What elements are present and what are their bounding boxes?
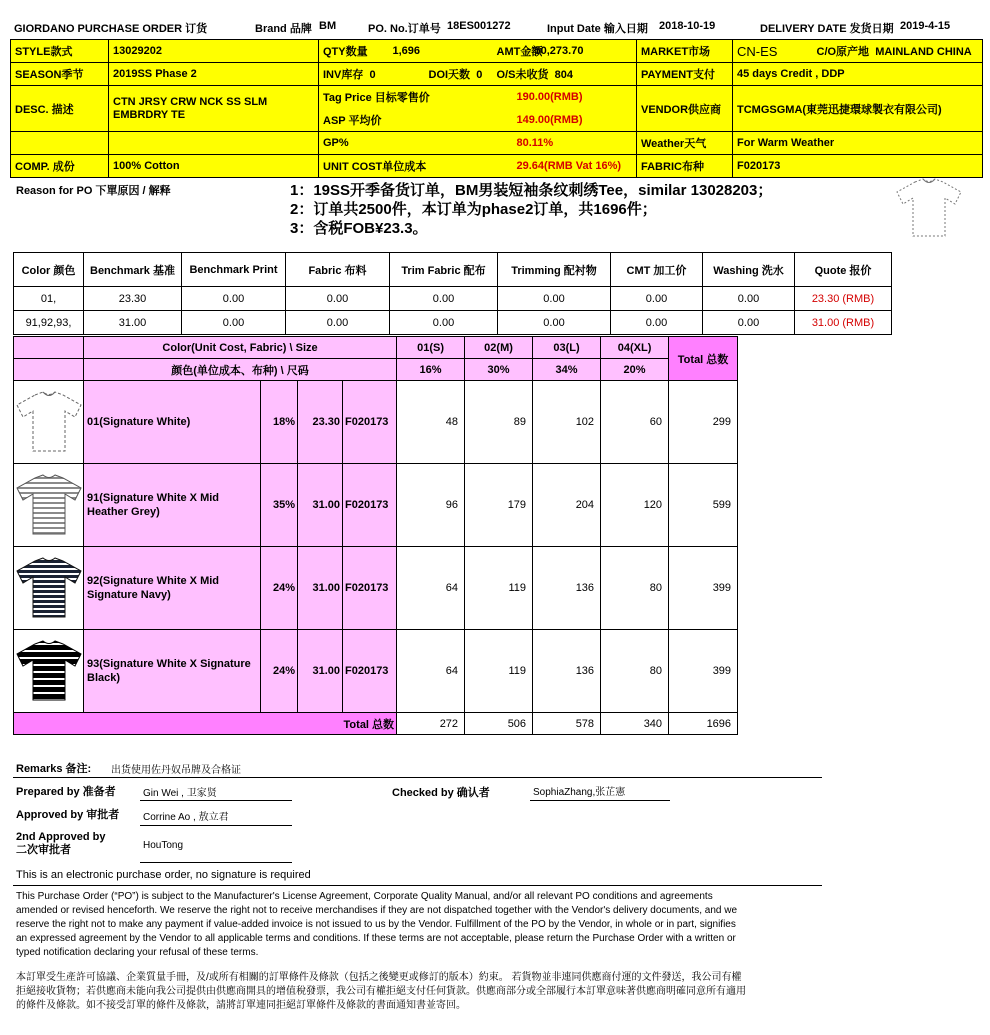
origin-label: C/O原产地: [816, 46, 870, 58]
cost-fabric: 0.00: [286, 287, 390, 311]
doi-cell: [389, 63, 493, 86]
weather-value: For Warm Weather: [733, 132, 983, 155]
tshirt-black-stripe-image: [14, 630, 84, 713]
market-label: MARKET市场: [637, 40, 733, 63]
qty-m: 119: [465, 630, 533, 713]
terms-line: amended or revised henceforth. We reserve the right not to receive merchandises if they are not dispatched together with the Vendor's delivery documents, and we: [16, 905, 738, 916]
reason-line-3: 3：含税FOB¥23.3。: [290, 220, 428, 237]
comp-label: COMP. 成份: [11, 155, 109, 178]
size-pct-s: 16%: [397, 359, 465, 381]
color-pct: 35%: [261, 464, 298, 547]
blank-value-cell: [109, 132, 319, 155]
cost-breakdown-table: [13, 252, 892, 335]
image-header-cell: [14, 337, 84, 359]
season-value: 2019SS Phase 2: [109, 63, 319, 86]
electronic-notice: This is an electronic purchase order, no signature is required: [16, 869, 311, 881]
cost-header-quote: Quote 报价: [795, 253, 892, 287]
fabric-label: FABRIC布种: [637, 155, 733, 178]
second-approved-label-cn: 二次审批者: [16, 844, 71, 856]
table-row: [14, 547, 738, 630]
qty-value: 1,696: [389, 40, 493, 63]
delivery-date-value: 2019-4-15: [900, 20, 951, 32]
cost-cmt: 0.00: [611, 287, 703, 311]
cost-header-benchmark: Benchmark 基准: [84, 253, 182, 287]
terms-english: [16, 890, 836, 960]
style-label: STYLE款式: [11, 40, 109, 63]
size-pct-l: 34%: [533, 359, 601, 381]
color-name: 01(Signature White): [84, 381, 261, 464]
cost-header-trim-fabric: Trim Fabric 配布: [390, 253, 498, 287]
cost-header-fabric: Fabric 布料: [286, 253, 390, 287]
input-date-value: 2018-10-19: [659, 20, 716, 32]
cost-color: 91,92,93,: [14, 311, 84, 335]
asp-value: 149.00(RMB): [493, 109, 637, 132]
cost-benchmark-print: 0.00: [182, 287, 286, 311]
brand-value: BM: [319, 20, 337, 32]
po-header: [14, 20, 974, 38]
grand-total-l: 578: [533, 713, 601, 735]
cost-quote: 31.00 (RMB): [795, 311, 892, 335]
remarks-label: Remarks 备注:: [16, 763, 92, 775]
approved-by-label: Approved by 审批者: [16, 809, 120, 821]
amt-label: AMT金额: [493, 40, 531, 63]
grand-total-xl: 340: [601, 713, 669, 735]
desc-line-2: EMBRDRY TE: [113, 108, 186, 121]
reason-text: [290, 181, 772, 238]
qty-xl: 80: [601, 630, 669, 713]
qty-l: 204: [533, 464, 601, 547]
terms-line: 本訂單受生產許可協議、企業質量手冊，及/或所有相關的訂單條件及條款（包括之後變更或修訂的版本）約束。 若貨物並非連同供應商付運的文件發送，我公司有權: [16, 972, 742, 983]
grand-total-m: 506: [465, 713, 533, 735]
tshirt-white-image: [14, 381, 84, 464]
color-unit-cost: 23.30: [298, 381, 343, 464]
qty-total: 399: [669, 547, 738, 630]
cost-header-row: [14, 253, 892, 287]
color-unit-cost: 31.00: [298, 630, 343, 713]
color-fabric: F020173: [343, 464, 397, 547]
unit-cost-label: UNIT COST单位成本: [319, 155, 493, 178]
desc-value: [109, 86, 319, 132]
color-fabric: F020173: [343, 381, 397, 464]
cost-trim-fabric: 0.00: [390, 311, 498, 335]
amt-value: 50,273.70: [531, 40, 637, 63]
cost-trim-fabric: 0.00: [390, 287, 498, 311]
qty-total: 599: [669, 464, 738, 547]
second-approved-label: [16, 831, 105, 857]
grand-total-s: 272: [397, 713, 465, 735]
cost-header-trimming: Trimming 配衬物: [498, 253, 611, 287]
cost-trimming: 0.00: [498, 287, 611, 311]
brand-label: Brand 品牌: [255, 23, 312, 35]
prepared-by-value: Gin Wei , 卫家贤: [143, 788, 217, 799]
origin-value: MAINLAND CHINA: [875, 46, 972, 58]
color-name: 92(Signature White X Mid Signature Navy): [84, 547, 261, 630]
po-info-table: [10, 39, 983, 178]
grand-total-label: Total 总数: [14, 713, 397, 735]
checked-by-label: Checked by 确认者: [392, 787, 490, 799]
size-breakdown-table: [13, 336, 738, 735]
qty-s: 48: [397, 381, 465, 464]
checked-by-value: SophiaZhang,张芷憲: [533, 787, 626, 798]
doi-label: DOI天数: [428, 69, 471, 81]
blank-label-cell: [11, 132, 109, 155]
qty-s: 64: [397, 630, 465, 713]
po-number-label: PO. No.订单号: [368, 23, 441, 35]
asp-label: ASP 平均价: [319, 109, 493, 132]
cost-benchmark: 23.30: [84, 287, 182, 311]
color-unit-cost: 31.00: [298, 547, 343, 630]
qty-l: 136: [533, 547, 601, 630]
tshirt-navy-stripe-image: [14, 547, 84, 630]
gp-label: GP%: [319, 132, 493, 155]
qty-xl: 80: [601, 547, 669, 630]
qty-s: 64: [397, 547, 465, 630]
cost-quote: 23.30 (RMB): [795, 287, 892, 311]
signature-line: [530, 800, 670, 801]
approved-by-value: Corrine Ao , 敖立君: [143, 812, 229, 823]
qty-m: 179: [465, 464, 533, 547]
comp-value: 100% Cotton: [109, 155, 319, 178]
cost-header-benchmark-print: Benchmark Print: [182, 253, 286, 287]
qty-m: 89: [465, 381, 533, 464]
po-number-value: 18ES001272: [447, 20, 511, 32]
origin-cell: [813, 40, 983, 63]
terms-line: 拒絕接收貨物；若供應商未能向我公司提供由供應商開具的增值稅發票，我公司有權拒絕支付任何貨款。供應商部分或全部履行本訂單意味著供應商明確同意所有適用: [16, 986, 746, 997]
cost-color: 01,: [14, 287, 84, 311]
cost-trimming: 0.00: [498, 311, 611, 335]
image-header-cell-2: [14, 359, 84, 381]
market-value: CN-ES: [733, 40, 813, 63]
signature-line: [140, 825, 292, 826]
product-sketch-image: [893, 176, 965, 242]
cost-washing: 0.00: [703, 311, 795, 335]
payment-label: PAYMENT支付: [637, 63, 733, 86]
gp-value: 80.11%: [493, 132, 637, 155]
inv-label: INV库存: [323, 69, 364, 81]
os-value: 804: [554, 69, 573, 81]
cost-benchmark: 31.00: [84, 311, 182, 335]
desc-label: DESC. 描述: [11, 86, 109, 132]
size-pct-m: 30%: [465, 359, 533, 381]
os-label: O/S未收货: [496, 69, 549, 81]
terms-line: an expressed agreement by the Vendor to all applicable terms and conditions. If these terms are not acceptable, please return the Purchase Order with a written or: [16, 933, 736, 944]
qty-l: 102: [533, 381, 601, 464]
terms-line: typed notification declaring your refusal of these terms.: [16, 947, 259, 958]
color-pct: 24%: [261, 630, 298, 713]
inv-value: 0: [369, 69, 376, 81]
size-header-l: 03(L): [533, 337, 601, 359]
cost-header-color: Color 颜色: [14, 253, 84, 287]
qty-l: 136: [533, 630, 601, 713]
inv-cell: [319, 63, 389, 86]
size-header-total: Total 总数: [669, 337, 738, 381]
cost-washing: 0.00: [703, 287, 795, 311]
second-approved-label-en: 2nd Approved by: [16, 831, 106, 843]
tshirt-grey-stripe-image: [14, 464, 84, 547]
qty-xl: 120: [601, 464, 669, 547]
terms-line: 的條件及條款。如不接受訂單的條件及條款，請將訂單連同拒絕訂單條件及條款的書面通知書並寄回。: [16, 1000, 466, 1011]
divider: [13, 777, 822, 778]
table-row: [14, 464, 738, 547]
qty-label: QTY数量: [319, 40, 389, 63]
cost-cmt: 0.00: [611, 311, 703, 335]
size-pct-xl: 20%: [601, 359, 669, 381]
qty-xl: 60: [601, 381, 669, 464]
payment-value: 45 days Credit , DDP: [733, 63, 983, 86]
terms-line: reserve the right not to make any payment if value-added invoice is not issued to us by the Vendor. Fulfillment of the PO by the Vendor, in whole or in part, signifies: [16, 919, 736, 930]
color-pct: 18%: [261, 381, 298, 464]
fabric-value: F020173: [733, 155, 983, 178]
vendor-value: TCMGSGMA(東莞迅捷環球製衣有限公司): [733, 86, 983, 132]
os-cell: [493, 63, 637, 86]
signature-line: [140, 862, 292, 863]
second-approved-value: HouTong: [143, 840, 184, 851]
qty-total: 399: [669, 630, 738, 713]
qty-s: 96: [397, 464, 465, 547]
table-row: [14, 311, 892, 335]
doi-value: 0: [476, 69, 483, 81]
color-fabric: F020173: [343, 547, 397, 630]
unit-cost-value: 29.64(RMB Vat 16%): [493, 155, 637, 178]
signature-line: [140, 800, 292, 801]
desc-line-1: CTN JRSY CRW NCK SS SLM: [113, 95, 268, 108]
style-value: 13029202: [109, 40, 319, 63]
color-fabric: F020173: [343, 630, 397, 713]
tag-price-label: Tag Price 目标零售价: [319, 86, 493, 109]
season-label: SEASON季节: [11, 63, 109, 86]
size-header-s: 01(S): [397, 337, 465, 359]
color-pct: 24%: [261, 547, 298, 630]
cost-fabric: 0.00: [286, 311, 390, 335]
grand-total: 1696: [669, 713, 738, 735]
delivery-date-label: DELIVERY DATE 发货日期: [760, 23, 894, 35]
size-header-title: Color(Unit Cost, Fabric) \ Size: [84, 337, 397, 359]
cost-header-cmt: CMT 加工价: [611, 253, 703, 287]
terms-line: This Purchase Order (“PO”) is subject to the Manufacturer's License Agreement, Corporate Quality Manual, and/or all relevant PO conditions and agreements: [16, 891, 713, 902]
input-date-label: Input Date 输入日期: [547, 23, 648, 35]
color-unit-cost: 31.00: [298, 464, 343, 547]
qty-m: 119: [465, 547, 533, 630]
table-row: [14, 381, 738, 464]
size-header-xl: 04(XL): [601, 337, 669, 359]
size-header-title-cn: 颜色(单位成本、布种) \ 尺码: [84, 359, 397, 381]
table-row: [14, 287, 892, 311]
color-name: 93(Signature White X Signature Black): [84, 630, 261, 713]
table-row: [14, 630, 738, 713]
prepared-by-label: Prepared by 准备者: [16, 786, 116, 798]
qty-total: 299: [669, 381, 738, 464]
reason-label: Reason for PO 下單原因 / 解释: [16, 185, 171, 197]
tag-price-value: 190.00(RMB): [493, 86, 637, 109]
cost-header-washing: Washing 洗水: [703, 253, 795, 287]
size-header-m: 02(M): [465, 337, 533, 359]
terms-chinese: [16, 971, 836, 1013]
reason-line-1: 1：19SS开季备货订单，BM男装短袖条纹刺绣Tee，similar 13028203；: [290, 182, 773, 199]
grand-total-row: [14, 713, 738, 735]
po-title: GIORDANO PURCHASE ORDER 订货: [14, 23, 208, 35]
cost-benchmark-print: 0.00: [182, 311, 286, 335]
reason-line-2: 2：订单共2500件，本订单为phase2订单，共1696件；: [290, 201, 657, 218]
divider: [13, 885, 822, 886]
color-name: 91(Signature White X Mid Heather Grey): [84, 464, 261, 547]
remarks-value: 出货使用佐丹奴吊牌及合格证: [111, 765, 241, 776]
vendor-label: VENDOR供应商: [637, 86, 733, 132]
weather-label: Weather天气: [637, 132, 733, 155]
